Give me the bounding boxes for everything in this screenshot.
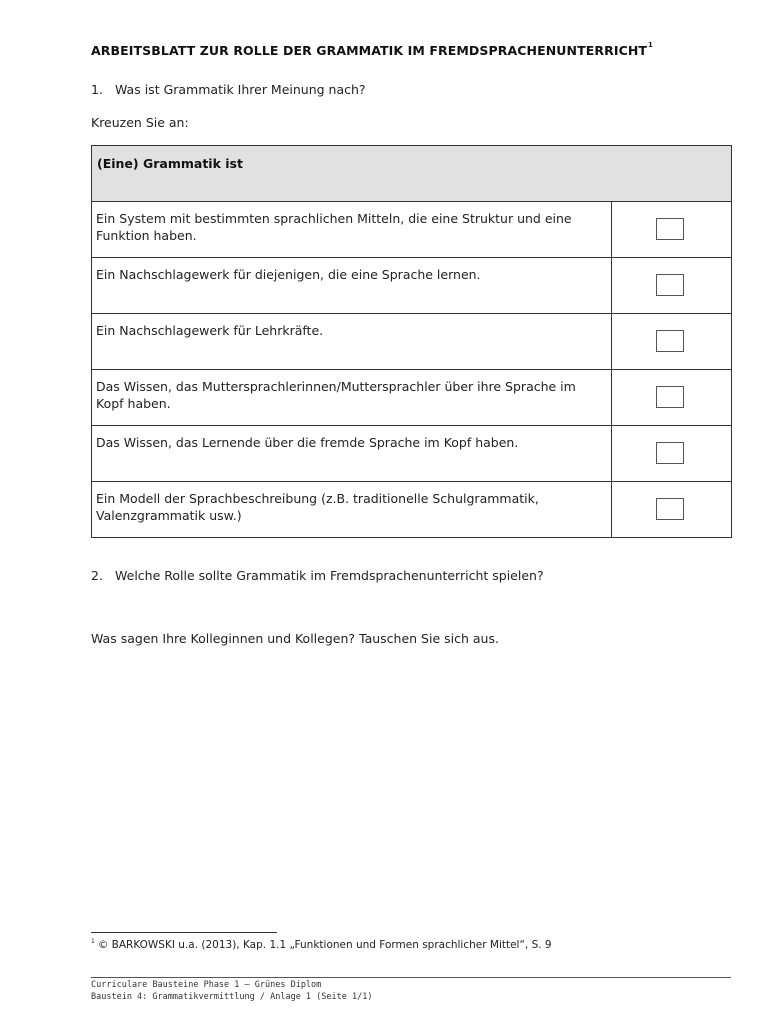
checkbox-cell (612, 314, 732, 370)
grammar-checklist-table (91, 145, 732, 538)
table-header-cell (92, 146, 732, 202)
statement-cell (92, 258, 612, 314)
checkbox-cell (612, 370, 732, 426)
footnote-text: © BARKOWSKI u.a. (2013), Kap. 1.1 „Funktionen und Formen sprachlicher Mittel“, S. 9 (97, 939, 552, 951)
checkbox-cell (612, 202, 732, 258)
title-text: ARBEITSBLATT ZUR ROLLE DER GRAMMATIK IM FREMDSPRACHENUNTERRICHT (91, 43, 648, 58)
question-2 (91, 568, 544, 583)
checkbox-cell (612, 258, 732, 314)
page-footer-line-1: Curriculare Bausteine Phase 1 – Grünes Diplom (91, 980, 322, 990)
table-header-text: (Eine) Grammatik ist (97, 156, 243, 171)
statement-cell (92, 426, 612, 482)
statement-line: Das Wissen, das Lernende über die fremde Sprache im Kopf haben. (96, 435, 519, 450)
statement-line: Valenzgrammatik usw.) (96, 508, 242, 523)
statement-line: Ein Modell der Sprachbeschreibung (z.B. traditionelle Schulgrammatik, (96, 491, 539, 506)
title-footnote-mark: 1 (648, 41, 654, 49)
table-row (92, 258, 732, 314)
table-row (92, 370, 732, 426)
worksheet-title (91, 43, 653, 58)
statement-cell (92, 314, 612, 370)
table-row (92, 202, 732, 258)
statement-cell (92, 202, 612, 258)
statement-cell (92, 482, 612, 538)
checkbox-cell (612, 426, 732, 482)
statement-line: Funktion haben. (96, 228, 197, 243)
table-row (92, 482, 732, 538)
question-2-number: 2. (91, 568, 103, 583)
discussion-prompt: Was sagen Ihre Kolleginnen und Kollegen? Tauschen Sie sich aus. (91, 631, 499, 646)
checkbox-description-model[interactable] (656, 498, 684, 520)
question-1 (91, 82, 366, 97)
question-1-text: Was ist Grammatik Ihrer Meinung nach? (115, 82, 366, 97)
table-header-row (92, 146, 732, 202)
checkbox-native-knowledge[interactable] (656, 386, 684, 408)
checkbox-reference-teachers[interactable] (656, 330, 684, 352)
footnote-divider (91, 932, 277, 933)
question-2-text: Welche Rolle sollte Grammatik im Fremdsprachenunterricht spielen? (115, 568, 544, 583)
statement-line: Das Wissen, das Muttersprachlerinnen/Muttersprachler über ihre Sprache im (96, 379, 576, 394)
statement-line: Ein System mit bestimmten sprachlichen Mitteln, die eine Struktur und eine (96, 211, 572, 226)
page-footer-divider (91, 977, 731, 978)
checkbox-cell (612, 482, 732, 538)
page-footer-line-2: Baustein 4: Grammatikvermittlung / Anlage 1 (Seite 1/1) (91, 992, 373, 1002)
footnote-mark: 1 (91, 938, 95, 945)
statement-cell (92, 370, 612, 426)
statement-line: Ein Nachschlagewerk für diejenigen, die eine Sprache lernen. (96, 267, 481, 282)
table-row (92, 314, 732, 370)
checkbox-reference-learners[interactable] (656, 274, 684, 296)
table-row (92, 426, 732, 482)
footnote (91, 939, 552, 951)
checkbox-system[interactable] (656, 218, 684, 240)
statement-line: Ein Nachschlagewerk für Lehrkräfte. (96, 323, 324, 338)
statement-line: Kopf haben. (96, 396, 171, 411)
instruction-text: Kreuzen Sie an: (91, 115, 189, 130)
checkbox-learner-knowledge[interactable] (656, 442, 684, 464)
question-1-number: 1. (91, 82, 103, 97)
